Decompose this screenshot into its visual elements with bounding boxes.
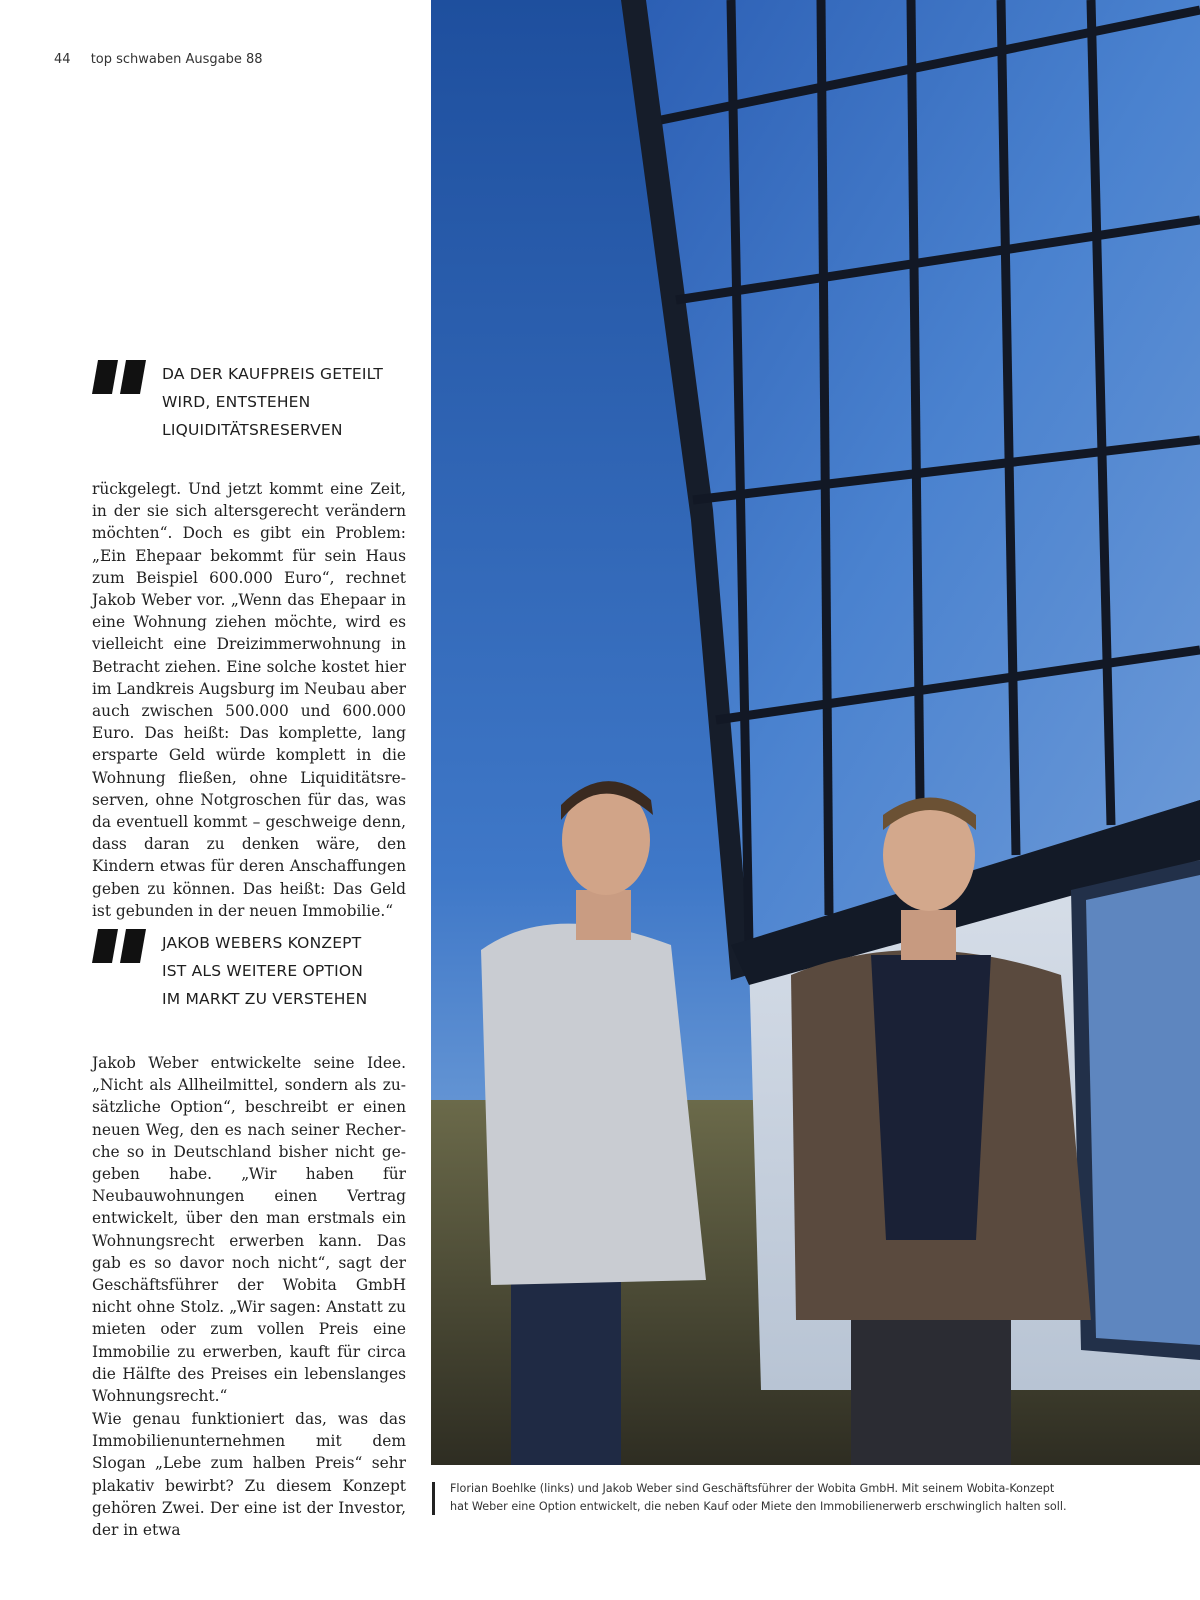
- photo-building-and-managers: [431, 0, 1200, 1465]
- body-paragraph-3: Wie genau funktioniert das, was das Immobilienunternehmen mit dem Slogan „Lebe zum halben Preis“ sehr plakativ bewirbt? Zu diesem Konzept gehören Zwei. Der eine ist der Investor, der in etwa: [92, 1410, 406, 1540]
- body-paragraph-1: rückgelegt. Und jetzt kommt eine Zeit, in der sie sich altersgerecht verändern möchten“. Doch es gibt ein Problem: „Ein Ehepaar bekommt für sein Haus zum Beispiel 600.000 Euro“, rechnet Jakob Weber vor. „Wenn das Ehepaar in eine Wohnung ziehen möchte, wird es vielleicht eine Dreizimmerwohnung in Betracht ziehen. Eine solche kostet hier im Landkreis Augsburg im Neubau aber auch zwischen 500.000 und 600.000 Euro. Das heißt: Das komplette, lang ersparte Geld würde komplett in die Wohnung fließen, ohne Liquiditätsreserven, ohne Notgroschen für das, was da eventuell kommt – geschweige denn, dass daran zu denken wäre, den Kindern etwas für deren Anschaffungen geben zu können. Das heißt: Das Geld ist gebunden in der neuen Immobilie.“: [92, 480, 406, 920]
- pull-quote-2-line-1: JAKOB WEBERS KONZEPT: [162, 934, 362, 952]
- photo-illustration: [431, 0, 1200, 1465]
- publication-title: top schwaben Ausgabe 88: [90, 52, 263, 67]
- pull-quote-1-line-1: DA DER KAUFPREIS GETEILT: [162, 365, 384, 383]
- caption-bar: [432, 1482, 435, 1515]
- page-header: [54, 52, 263, 67]
- body-paragraph-2: Jakob Weber entwickelte seine Idee. „Nicht als Allheilmittel, sondern als zusätzliche Option“, beschreibt er einen neuen Weg, den es nach seiner Recherche so in Deutschland bisher nicht gegeben habe. „Wir haben für Neubauwohnungen einen Vertrag entwickelt, über den man erstmals ein Wohnungsrecht erwerben kann. Das gab es so davor noch nicht“, sagt der Geschäftsführer der Wobita GmbH nicht ohne Stolz. „Wir sagen: Anstatt zu mieten oder zum vollen Preis eine Immobilie zu erwerben, kauft für circa die Hälfte des Preises ein lebenslanges Wohnungsrecht.“: [92, 1054, 406, 1406]
- pull-quote-2-line-3: IM MARKT ZU VERSTEHEN: [162, 990, 368, 1008]
- photo-caption: [432, 1480, 1172, 1516]
- pull-quote-1: [92, 360, 412, 444]
- quote-mark-icon: [92, 929, 148, 963]
- caption-line-1: Florian Boehlke (links) und Jakob Weber sind Geschäftsführer der Wobita GmbH. Mit seinem Wobita-Konzept: [450, 1482, 1055, 1495]
- body-paragraph-2-block: [92, 1052, 406, 1407]
- body-paragraph-1-block: [92, 478, 406, 922]
- pull-quote-2-line-2: IST ALS WEITERE OPTION: [162, 962, 364, 980]
- quote-mark-icon: [92, 360, 148, 394]
- pull-quote-1-line-3: LIQUIDITÄTSRESERVEN: [162, 421, 343, 439]
- caption-line-2: hat Weber eine Option entwickelt, die neben Kauf oder Miete den Immobilienerwerb erschwinglich halten soll.: [450, 1500, 1067, 1513]
- page-number: 44: [54, 52, 71, 67]
- pull-quote-1-line-2: WIRD, ENTSTEHEN: [162, 393, 311, 411]
- body-paragraph-3-block: [92, 1408, 406, 1541]
- pull-quote-2: [92, 929, 412, 1013]
